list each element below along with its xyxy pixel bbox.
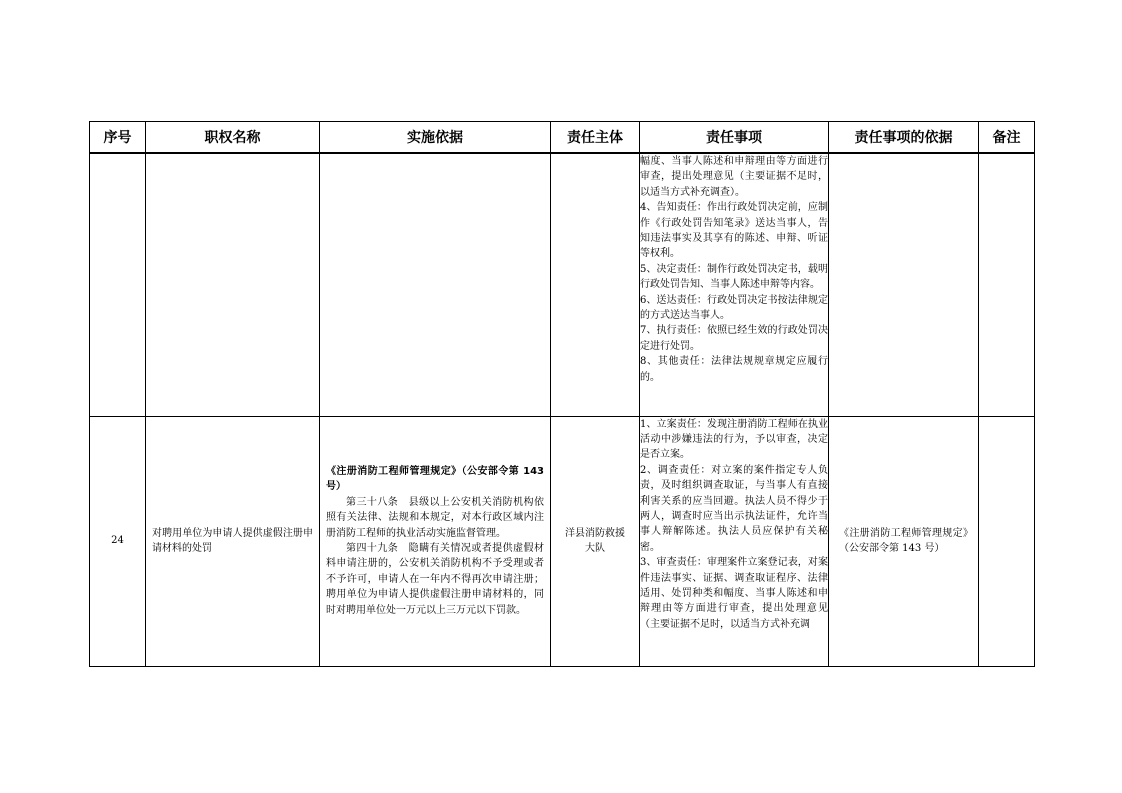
continued-subject-cell <box>551 153 640 416</box>
responsibility-basis-text: 《注册消防工程师管理规定》（公安部令第 143 号） <box>839 527 968 554</box>
subject-text: 洋县消防救援大队 <box>565 527 625 554</box>
remarks-cell <box>979 416 1035 666</box>
continued-basis-cell <box>320 153 551 416</box>
continued-number-cell <box>90 153 146 416</box>
power-name-cell <box>146 416 320 666</box>
subject-cell <box>551 416 640 666</box>
header-remarks: 备注 <box>979 122 1035 154</box>
responsibilities-cell: 1、立案责任：发现注册消防工程师在执业活动中涉嫌违法的行为，予以审查，决定是否立案。 2、调查责任：对立案的案件指定专人负责，及时组织调查取证，与当事人有直接利害关系的应当回避。执法人员不得少于两人，调查时应当出示执法证件，允许当事人辩解陈述。执法人员应保护有关秘密。 3、审查责任：审理案件立案登记表，对案件违法事实、证据、调查取证程序、法律适用、处罚种类和幅度、当事人陈述和申辩理由等方面进行审查，提出处理意见（主要证据不足时，以适当方式补充调 <box>640 416 829 666</box>
basis-cell <box>320 416 551 666</box>
header-responsibilities: 责任事项 <box>640 122 829 154</box>
table-header-row <box>90 122 1035 154</box>
continued-power-name-cell <box>146 153 320 416</box>
continued-responsibility-basis-cell <box>829 153 979 416</box>
basis-content <box>320 464 550 618</box>
header-responsibility-basis: 责任事项的依据 <box>829 122 979 154</box>
basis-title: 《注册消防工程师管理规定》（公安部令第 143 号） <box>326 465 544 493</box>
responsibility-basis-cell <box>829 416 979 666</box>
basis-paragraph-2: 第四十九条 隐瞒有关情况或者提供虚假材料申请注册的，公安机关消防机构不予受理或者不予许可，申请人在一年内不得再次申请注册；聘用单位为申请人提供虚假注册申请材料的，同时对聘用单位处一万元以上三万元以下罚款。 <box>326 543 544 616</box>
row-number-cell: 24 <box>90 416 146 666</box>
header-basis: 实施依据 <box>320 122 551 154</box>
power-responsibility-table <box>89 121 1035 667</box>
header-subject: 责任主体 <box>551 122 640 154</box>
table-row-24 <box>90 416 1035 666</box>
header-power-name: 职权名称 <box>146 122 320 154</box>
header-number: 序号 <box>90 122 146 154</box>
table-row-continued <box>90 153 1035 416</box>
power-name-text: 对聘用单位为申请人提供虚假注册申请材料的处罚 <box>152 527 313 554</box>
basis-paragraph-1: 第三十八条 县级以上公安机关消防机构依照有关法律、法规和本规定，对本行政区域内注册消防工程师的执业活动实施监督管理。 <box>326 496 544 539</box>
continued-remarks-cell <box>979 153 1035 416</box>
continued-responsibilities-cell: 幅度、当事人陈述和申辩理由等方面进行审查，提出处理意见（主要证据不足时，以适当方式补充调查）。 4、告知责任：作出行政处罚决定前，应制作《行政处罚告知笔录》送达当事人，告知违法事实及其享有的陈述、申辩、听证等权利。 5、决定责任：制作行政处罚决定书，载明行政处罚告知、当事人陈述申辩等内容。 6、送达责任：行政处罚决定书按法律规定的方式送达当事人。 7、执行责任：依照已经生效的行政处罚决定进行处罚。 8、其他责任：法律法规规章规定应履行的。 <box>640 153 829 416</box>
